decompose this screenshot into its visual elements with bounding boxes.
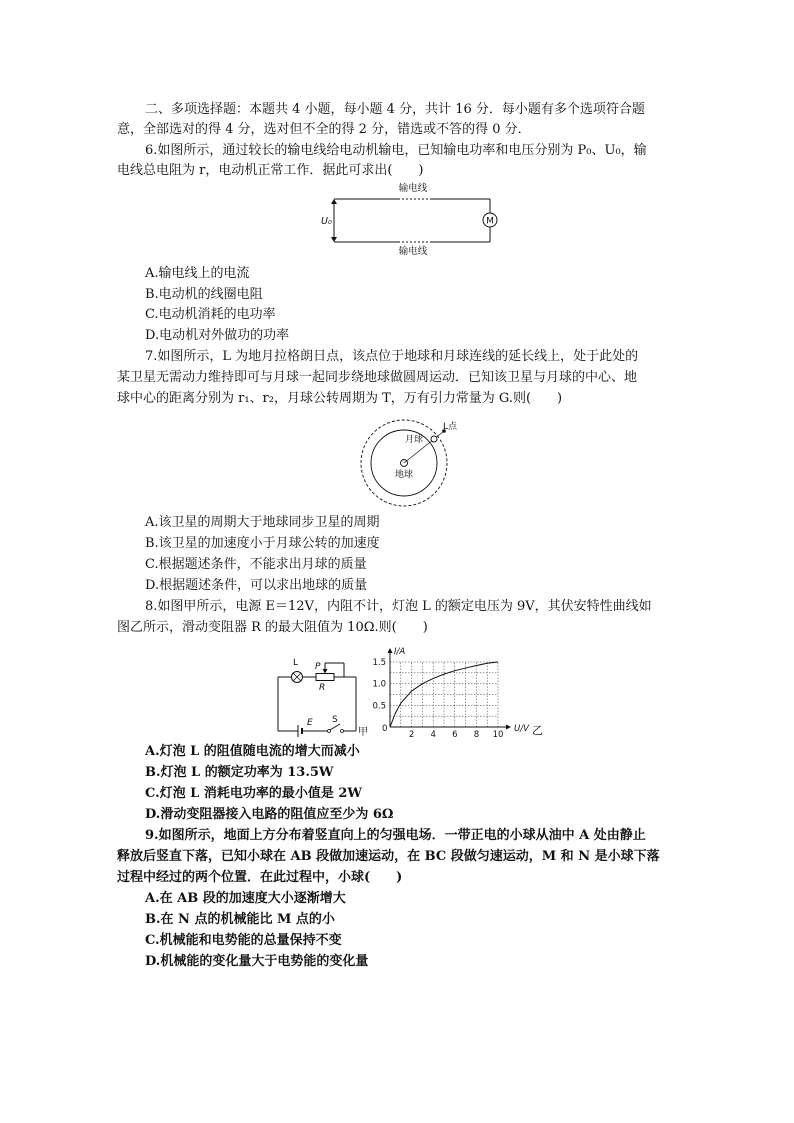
- q7-option-c: C.根据题述条件，不能求出月球的质量: [145, 557, 367, 572]
- q8-option-a: A.灯泡 L 的阻值随电流的增大而减小: [145, 744, 360, 759]
- q8-option-c: C.灯泡 L 消耗电功率的最小值是 2W: [145, 786, 363, 801]
- lamp-label: L: [293, 658, 299, 668]
- x-tick-label: 8: [473, 730, 480, 740]
- earth-label: 地球: [395, 470, 414, 480]
- q9-stem-line1: 9.如图所示，地面上方分布着竖直向上的匀强电场．一带正电的小球从油中 A 处由静止: [145, 828, 646, 843]
- q6-stem-line1: 6.如图所示，通过较长的输电线给电动机输电，已知输电功率和电压分别为 P₀、U₀，输: [145, 143, 647, 158]
- x-tick-label: 4: [430, 730, 436, 740]
- q6-option-d: D.电动机对外做功的功率: [145, 328, 290, 343]
- q8-stem-line1: 8.如图甲所示，电源 E＝12V，内阻不计，灯泡 L 的额定电压为 9V，其伏安特性曲线如: [145, 599, 652, 614]
- circuit-caption: 甲: [358, 727, 368, 738]
- q7-orbit-figure: [355, 415, 465, 507]
- iv-curve-chart: [366, 644, 552, 740]
- q9-option-c: C.机械能和电势能的总量保持不变: [145, 933, 342, 948]
- y-tick-label: 1.5: [372, 658, 386, 668]
- q8-circuit-figure: [272, 653, 380, 739]
- q7-option-d: D.根据题述条件，可以求出地球的质量: [145, 578, 368, 593]
- y-axis-label: I/A: [394, 647, 406, 657]
- q9-stem-line3: 过程中经过的两个位置．在此过程中，小球( ): [117, 870, 403, 885]
- rheostat-icon: [316, 674, 334, 681]
- moon-label: 月球: [405, 435, 424, 445]
- q7-option-b: B.该卫星的加速度小于月球公转的加速度: [145, 536, 380, 551]
- q6-stem-line2: 电线总电阻为 r，电动机正常工作．据此可求出( ): [117, 163, 424, 178]
- q8-option-b: B.灯泡 L 的额定功率为 13.5W: [145, 765, 334, 780]
- q9-option-b: B.在 N 点的机械能比 M 点的小: [145, 912, 335, 927]
- x-axis-label: U/V: [514, 724, 529, 734]
- q8-option-d: D.滑动变阻器接入电路的阻值应至少为 6Ω: [145, 807, 394, 822]
- q6-voltage-label: U₀: [321, 216, 332, 227]
- chart-caption: 乙: [532, 724, 543, 737]
- q9-option-a: A.在 AB 段的加速度大小逐渐增大: [145, 891, 346, 906]
- x-tick-label: 10: [492, 730, 504, 740]
- q6-wire-bottom-label: 输电线: [398, 246, 428, 257]
- section-title-line1: 二、多项选择题：本题共 4 小题，每小题 4 分，共计 16 分．每小题有多个选项符合题: [145, 102, 645, 117]
- q7-stem-line1: 7.如图所示，L 为地月拉格朗日点，该点位于地球和月球连线的延长线上，处于此处的: [145, 349, 639, 364]
- origin-label: 0: [382, 724, 388, 734]
- q6-option-b: B.电动机的线圈电阻: [145, 287, 263, 302]
- moon-icon: [431, 436, 437, 442]
- slider-label: P: [315, 662, 321, 672]
- q6-circuit-figure: [318, 182, 508, 258]
- q6-option-c: C.电动机消耗的电功率: [145, 307, 276, 322]
- y-tick-label: 1.0: [372, 679, 386, 690]
- y-tick-label: 0.5: [372, 701, 386, 712]
- rheostat-label: R: [319, 683, 326, 693]
- x-tick-label: 2: [408, 730, 415, 740]
- q7-stem-line3: 球中心的距离分别为 r₁、r₂，月球公转周期为 T，万有引力常量为 G.则( ): [117, 391, 563, 406]
- x-tick-label: 6: [452, 730, 458, 740]
- q8-stem-line2: 图乙所示，滑动变阻器 R 的最大阻值为 10Ω.则( ): [117, 620, 428, 635]
- q7-stem-line2: 某卫星无需动力维持即可与月球一起同步绕地球做圆周运动．已知该卫星与月球的中心、地: [117, 370, 638, 385]
- motor-label: M: [486, 216, 494, 227]
- q9-option-d: D.机械能的变化量大于电势能的变化量: [145, 954, 369, 969]
- q6-option-a: A.输电线上的电流: [145, 266, 250, 281]
- q9-stem-line2: 释放后竖直下落，已知小球在 AB 段做加速运动，在 BC 段做匀速运动，M 和 N 是小球下落: [117, 849, 660, 864]
- q6-wire-top-label: 输电线: [398, 183, 428, 194]
- switch-label: S: [332, 715, 338, 725]
- l-point-label: L点: [443, 422, 458, 432]
- q7-option-a: A.该卫星的周期大于地球同步卫星的周期: [145, 515, 380, 530]
- source-label: E: [307, 718, 313, 728]
- section-title-line2: 意，全部选对的得 4 分，选对但不全的得 2 分，错选或不答的得 0 分．: [117, 122, 531, 137]
